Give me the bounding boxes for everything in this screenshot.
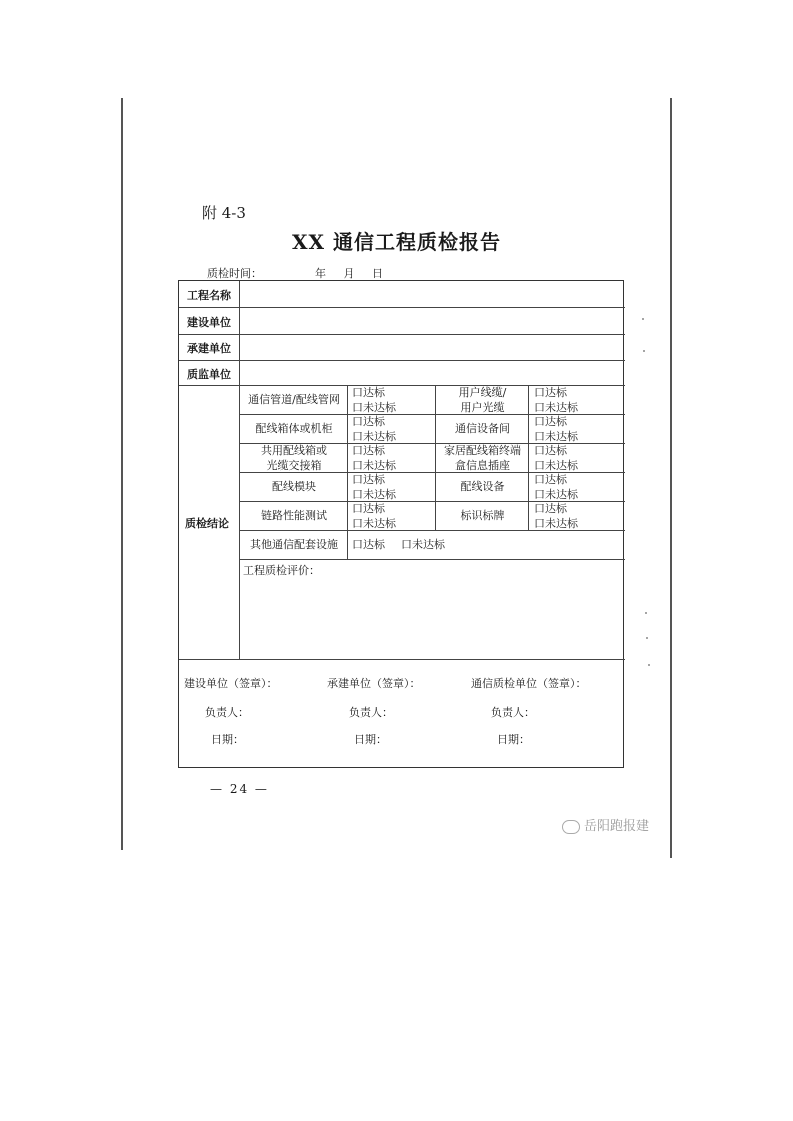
other-fail-checkbox[interactable]: 口未达标 — [401, 538, 445, 551]
item-status — [352, 501, 396, 531]
scan-speck — [643, 350, 645, 352]
fail-checkbox[interactable]: 口未达标 — [534, 459, 578, 472]
row-divider — [179, 307, 625, 308]
item-name: 标识标牌 — [460, 509, 505, 522]
pass-checkbox[interactable]: 口达标 — [352, 415, 385, 428]
appendix-label: 附 4-3 — [202, 204, 246, 222]
day-label: 日 — [372, 267, 383, 280]
month-label: 月 — [343, 267, 355, 280]
construction-unit-label: 建设单位 — [187, 316, 231, 329]
sign-date-label: 日期： — [497, 733, 530, 746]
scan-speck — [648, 664, 650, 666]
fail-checkbox[interactable]: 口未达标 — [352, 401, 396, 414]
inspection-form — [178, 280, 624, 768]
row-divider — [179, 360, 625, 361]
responsible-person-label: 负责人： — [491, 706, 535, 719]
sign-date-label: 日期： — [354, 733, 387, 746]
item-column-divider — [347, 385, 348, 559]
year-label: 年 — [315, 267, 326, 280]
inspection-date-label: 质检时间： — [207, 267, 262, 280]
pass-checkbox[interactable]: 口达标 — [534, 502, 567, 515]
scan-speck — [642, 318, 644, 320]
item-column-divider — [435, 385, 436, 530]
item-status — [352, 443, 396, 473]
scan-speck — [646, 637, 648, 639]
item-status — [534, 443, 578, 473]
item-status — [352, 472, 396, 502]
watermark — [562, 815, 649, 834]
scan-speck — [645, 612, 647, 614]
item-status — [534, 414, 578, 444]
fail-checkbox[interactable]: 口未达标 — [352, 517, 396, 530]
supervision-unit-label: 质监单位 — [187, 368, 231, 381]
other-pass-checkbox[interactable]: 口达标 — [352, 538, 385, 551]
scan-edge-right — [670, 98, 672, 858]
item-divider — [239, 559, 625, 560]
contractor-signature-label: 承建单位（签章）： — [327, 677, 421, 690]
item-name: 链路性能测试 — [261, 509, 327, 522]
wechat-icon — [562, 820, 580, 834]
pass-checkbox[interactable]: 口达标 — [534, 386, 567, 399]
item-status — [352, 414, 396, 444]
item-name: 家居配线箱终端 盒信息插座 — [444, 444, 521, 472]
inspection-date-line — [207, 265, 397, 281]
fail-checkbox[interactable]: 口未达标 — [352, 459, 396, 472]
page-number: — 24 — — [210, 782, 269, 796]
pass-checkbox[interactable]: 口达标 — [352, 386, 385, 399]
item-name: 配线设备 — [460, 480, 505, 493]
item-status — [534, 385, 578, 415]
item-name: 配线箱体或机柜 — [255, 422, 333, 435]
fail-checkbox[interactable]: 口未达标 — [352, 488, 396, 501]
project-name-label: 工程名称 — [187, 289, 231, 302]
signature-divider — [179, 659, 625, 660]
pass-checkbox[interactable]: 口达标 — [352, 502, 385, 515]
responsible-person-label: 负责人： — [349, 706, 393, 719]
construction-signature-label: 建设单位（签章）： — [184, 677, 278, 690]
pass-checkbox[interactable]: 口达标 — [534, 444, 567, 457]
sign-date-label: 日期： — [211, 733, 244, 746]
item-name: 通信管道/配线管网 — [248, 393, 340, 406]
fail-checkbox[interactable]: 口未达标 — [534, 401, 578, 414]
item-status — [352, 385, 396, 415]
label-column-divider — [239, 281, 240, 659]
watermark-text: 岳阳跑报建 — [584, 819, 650, 834]
fail-checkbox[interactable]: 口未达标 — [534, 488, 578, 501]
fail-checkbox[interactable]: 口未达标 — [534, 430, 578, 443]
row-divider — [179, 334, 625, 335]
scan-edge-left — [121, 98, 123, 850]
responsible-person-label: 负责人： — [205, 706, 249, 719]
evaluation-area[interactable] — [245, 579, 617, 655]
pass-checkbox[interactable]: 口达标 — [352, 473, 385, 486]
fail-checkbox[interactable]: 口未达标 — [352, 430, 396, 443]
conclusion-label: 质检结论 — [185, 517, 229, 530]
item-name: 用户线缆/ 用户光缆 — [458, 386, 507, 414]
item-status — [534, 472, 578, 502]
pass-checkbox[interactable]: 口达标 — [534, 473, 567, 486]
pass-checkbox[interactable]: 口达标 — [352, 444, 385, 457]
other-facilities-label: 其他通信配套设施 — [250, 538, 338, 551]
item-column-divider — [528, 385, 529, 530]
inspector-signature-label: 通信质检单位（签章）： — [471, 677, 587, 690]
item-name: 通信设备间 — [455, 422, 510, 435]
item-name: 配线模块 — [272, 480, 316, 493]
document-title: XX 通信工程质检报告 — [292, 230, 501, 254]
contractor-unit-label: 承建单位 — [187, 342, 231, 355]
item-name: 共用配线箱或 光缆交接箱 — [261, 444, 327, 472]
fail-checkbox[interactable]: 口未达标 — [534, 517, 578, 530]
evaluation-label: 工程质检评价： — [243, 564, 320, 577]
item-status — [534, 501, 578, 531]
pass-checkbox[interactable]: 口达标 — [534, 415, 567, 428]
